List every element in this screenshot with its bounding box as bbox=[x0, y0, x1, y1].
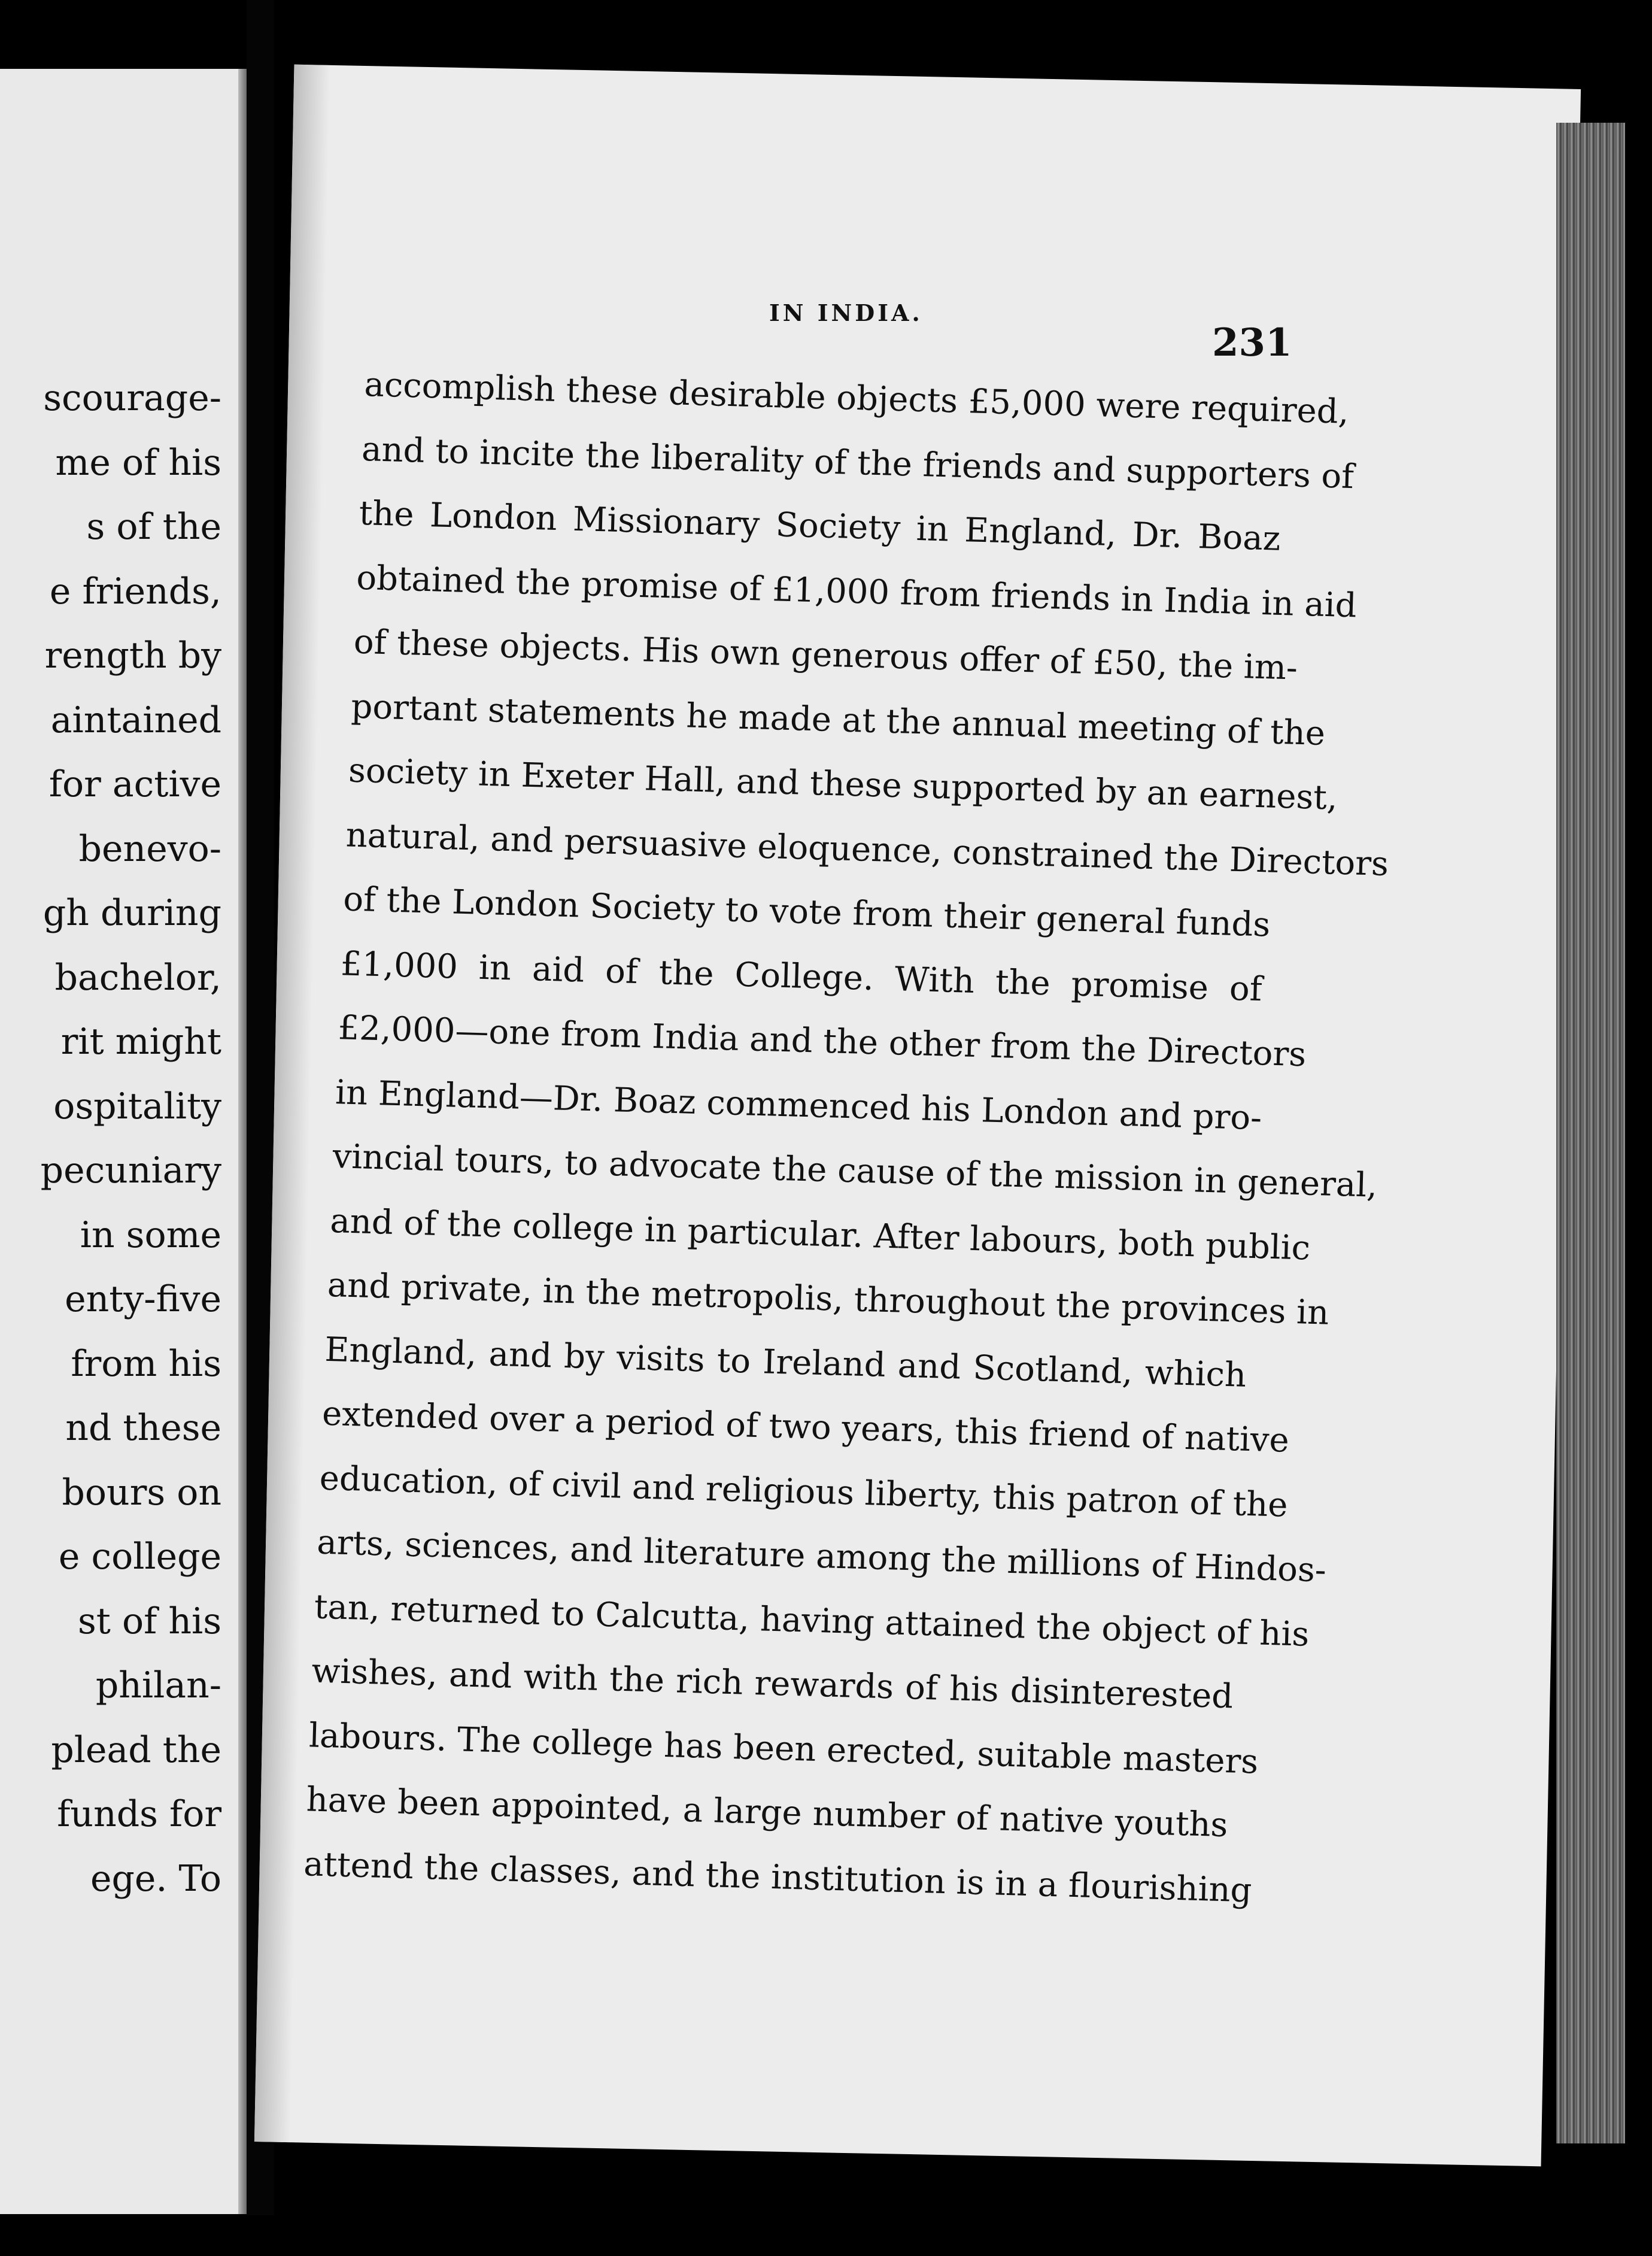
page-edges bbox=[1556, 123, 1625, 2143]
body-line: accomplish these desirable objects £5,000 were required, bbox=[363, 365, 1350, 432]
left-page-line: in some bbox=[80, 1214, 221, 1256]
body-line: and private, in the metropolis, throughout the provinces in bbox=[327, 1265, 1330, 1333]
left-page-line: rit might bbox=[60, 1021, 221, 1063]
body-line: attend the classes, and the institution is in a flourishing bbox=[303, 1844, 1253, 1910]
body-line: extended over a period of two years, this friend of native bbox=[321, 1394, 1290, 1460]
body-line: £2,000—one from India and the other from the Directors bbox=[337, 1008, 1307, 1075]
left-page-line: from his bbox=[71, 1342, 221, 1385]
body-line: tan, returned to Calcutta, having attained the object of his bbox=[314, 1587, 1310, 1654]
body-line: and of the college in particular. After labours, both public bbox=[329, 1201, 1311, 1268]
body-line: in England—Dr. Boaz commenced his London and pro- bbox=[335, 1072, 1262, 1138]
left-page-line: pecuniary bbox=[40, 1150, 221, 1191]
left-page-line: enty-five bbox=[65, 1278, 221, 1320]
left-page-line: plead the bbox=[51, 1729, 221, 1771]
left-page-line: e college bbox=[58, 1536, 221, 1578]
left-page-line: s of the bbox=[86, 506, 221, 548]
left-page-line: nd these bbox=[65, 1407, 221, 1449]
left-page-edge bbox=[238, 69, 247, 2214]
left-page bbox=[0, 69, 247, 2214]
body-line: £1,000 in aid of the College. With the promise of bbox=[340, 944, 1263, 1009]
left-page-line: funds for bbox=[57, 1793, 221, 1835]
left-page-line: for active bbox=[48, 763, 221, 805]
body-line: obtained the promise of £1,000 from friends in India in aid bbox=[356, 558, 1358, 625]
body-line: labours. The college has been erected, suitable masters bbox=[308, 1715, 1259, 1782]
body-line: and to incite the liberality of the friends and supporters of bbox=[361, 429, 1355, 496]
body-line: society in Exeter Hall, and these supported by an earnest, bbox=[348, 751, 1338, 818]
left-page-line: gh during bbox=[42, 892, 221, 934]
left-page-line: benevo- bbox=[78, 827, 221, 870]
left-page-line: rength by bbox=[44, 635, 221, 677]
left-page-line: bachelor, bbox=[54, 956, 221, 999]
body-line: have been appointed, a large number of native youths bbox=[305, 1780, 1229, 1845]
left-page-line: scourage- bbox=[43, 377, 221, 419]
body-line: of these objects. His own generous offer of £50, the im- bbox=[353, 622, 1298, 688]
body-line: vincial tours, to advocate the cause of the mission in general, bbox=[332, 1137, 1378, 1205]
body-line: of the London Society to vote from their general funds bbox=[342, 880, 1271, 945]
body-line: education, of civil and religious liberty, this patron of the bbox=[318, 1458, 1289, 1525]
left-page-line: philan- bbox=[95, 1664, 221, 1706]
left-page-line: st of his bbox=[78, 1600, 221, 1642]
running-head: IN INDIA. bbox=[769, 299, 923, 326]
left-page-line: e friends, bbox=[49, 570, 221, 612]
page-number: 231 bbox=[1212, 320, 1292, 365]
scan-border bbox=[0, 2215, 1652, 2256]
body-line: England, and by visits to Ireland and Scotland, which bbox=[324, 1330, 1247, 1395]
body-line: natural, and persuasive eloquence, constrained the Directors bbox=[345, 815, 1389, 884]
body-line: the London Missionary Society in England, Dr. Boaz bbox=[358, 493, 1281, 559]
left-page-line: aintained bbox=[50, 699, 221, 741]
left-page-line: ospitality bbox=[53, 1085, 221, 1127]
body-line: arts, sciences, and literature among the millions of Hindos- bbox=[316, 1523, 1327, 1590]
left-page-line: me of his bbox=[55, 441, 221, 484]
left-page-line: ege. To bbox=[90, 1857, 221, 1900]
left-page-line: bours on bbox=[62, 1471, 221, 1514]
body-line: portant statements he made at the annual meeting of the bbox=[350, 687, 1326, 753]
body-line: wishes, and with the rich rewards of his disinterested bbox=[311, 1651, 1234, 1717]
